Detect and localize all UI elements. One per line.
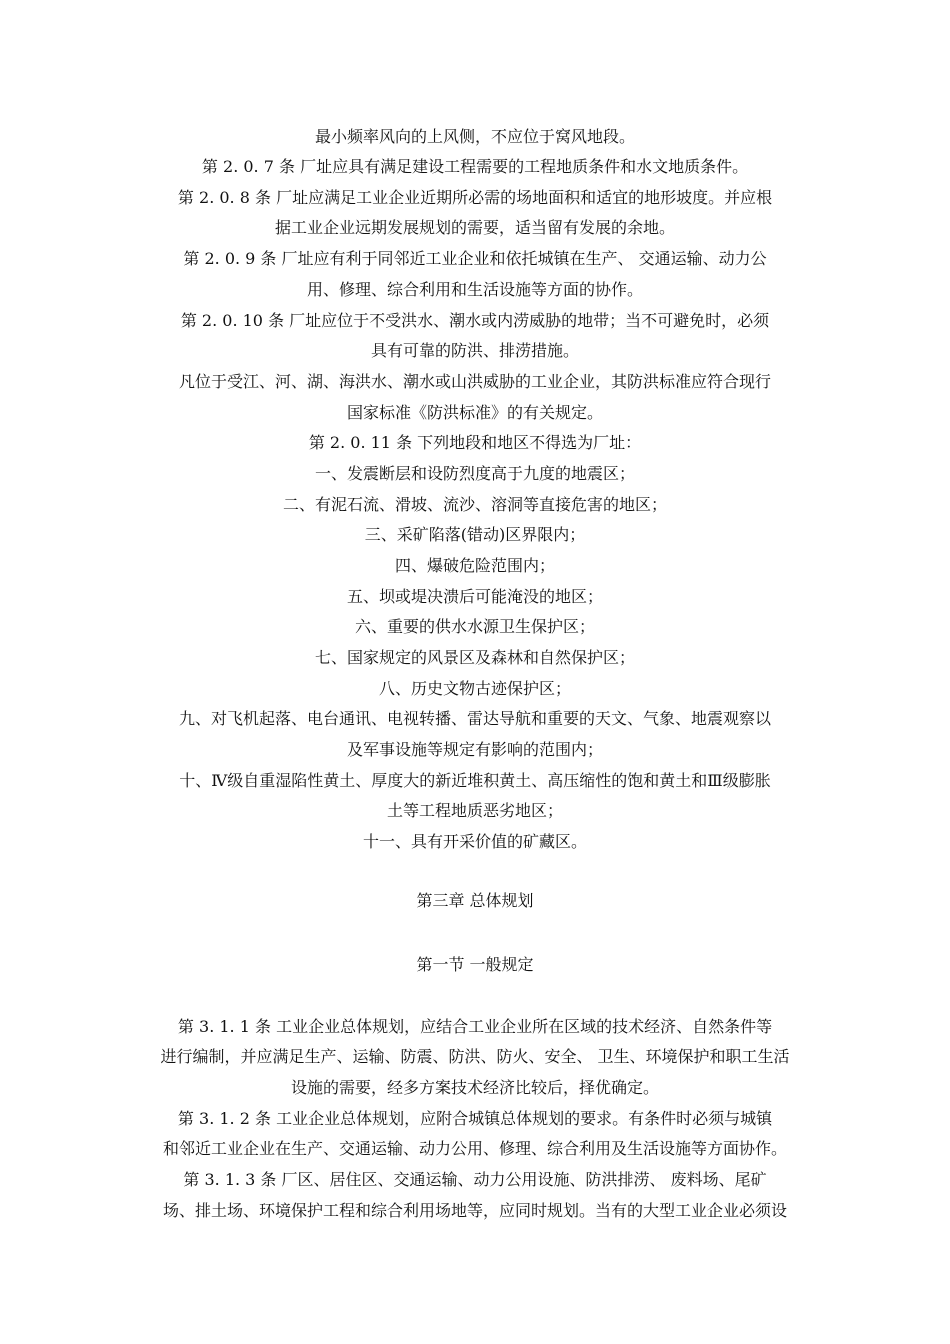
- text-line: 及军事设施等规定有影响的范围内；: [346, 740, 603, 759]
- text-line: 第 3. 1. 1 条 工业企业总体规划，应结合工业企业所在区域的技术经济、自然条件等: [177, 1017, 773, 1036]
- text-line: 十一、具有开采价值的矿藏区。: [362, 832, 587, 851]
- section-title: 第一节 一般规定: [416, 955, 534, 974]
- text-line: 第 2. 0. 7 条 厂址应具有满足建设工程需要的工程地质条件和水文地质条件。: [201, 157, 749, 176]
- text-line: 用、修理、综合利用和生活设施等方面的协作。: [306, 280, 643, 299]
- text-line: 第 2. 0. 11 条 下列地段和地区不得选为厂址：: [308, 433, 642, 452]
- text-line: 七、国家规定的风景区及森林和自然保护区；: [314, 648, 635, 667]
- text-line: 场、排土场、环境保护工程和综合利用场地等，应同时规划。当有的大型工业企业必须设: [162, 1201, 787, 1220]
- text-line: 进行编制，并应满足生产、运输、防震、防洪、防火、安全、 卫生、环境保护和职工生活: [160, 1047, 790, 1066]
- text-line: 二、有泥石流、滑坡、流沙、溶洞等直接危害的地区；: [282, 495, 667, 514]
- text-line: 一、发震断层和设防烈度高于九度的地震区；: [314, 464, 635, 483]
- text-line: 土等工程地质恶劣地区；: [386, 801, 563, 820]
- text-line: 十、Ⅳ级自重湿陷性黄土、厚度大的新近堆积黄土、高压缩性的饱和黄土和Ⅲ级膨胀: [179, 771, 771, 790]
- text-line: 第 3. 1. 3 条 厂区、居住区、交通运输、动力公用设施、防洪排涝、 废料场、尾矿: [183, 1170, 767, 1189]
- text-line: 具有可靠的防洪、排涝措施。: [370, 341, 579, 360]
- text-line: 第 2. 0. 9 条 厂址应有利于同邻近工业企业和依托城镇在生产、 交通运输、动力公: [183, 249, 767, 268]
- text-line: 九、对飞机起落、电台通讯、电视转播、雷达导航和重要的天文、气象、地震观察以: [178, 709, 771, 728]
- text-line: 和邻近工业企业在生产、交通运输、动力公用、修理、综合利用及生活设施等方面协作。: [162, 1139, 787, 1158]
- text-line: 设施的需要，经多方案技术经济比较后，择优确定。: [290, 1078, 659, 1097]
- text-line: 第 3. 1. 2 条 工业企业总体规划，应附合城镇总体规划的要求。有条件时必须与城镇: [177, 1109, 773, 1128]
- text-line: 四、爆破危险范围内；: [394, 556, 555, 575]
- text-line: 八、历史文物古迹保护区；: [378, 679, 571, 698]
- chapter-title: 第三章 总体规划: [416, 891, 534, 910]
- text-line: 据工业企业远期发展规划的需要，适当留有发展的余地。: [274, 218, 675, 237]
- text-line: 六、重要的供水水源卫生保护区；: [354, 617, 595, 636]
- text-line: 最小频率风向的上风侧，不应位于窝风地段。: [314, 127, 635, 146]
- text-line: 国家标准《防洪标准》的有关规定。: [346, 403, 603, 422]
- text-line: 凡位于受江、河、湖、海洪水、潮水或山洪威胁的工业企业，其防洪标准应符合现行: [178, 372, 771, 391]
- text-line: 五、坝或堤决溃后可能淹没的地区；: [346, 587, 603, 606]
- text-line: 第 2. 0. 10 条 厂址应位于不受洪水、潮水或内涝威胁的地带；当不可避免时，必须: [180, 311, 770, 330]
- text-line: 三、采矿陷落(错动)区界限内；: [364, 525, 586, 544]
- text-line: 第 2. 0. 8 条 厂址应满足工业企业近期所必需的场地面积和适宜的地形坡度。并应根: [177, 188, 773, 207]
